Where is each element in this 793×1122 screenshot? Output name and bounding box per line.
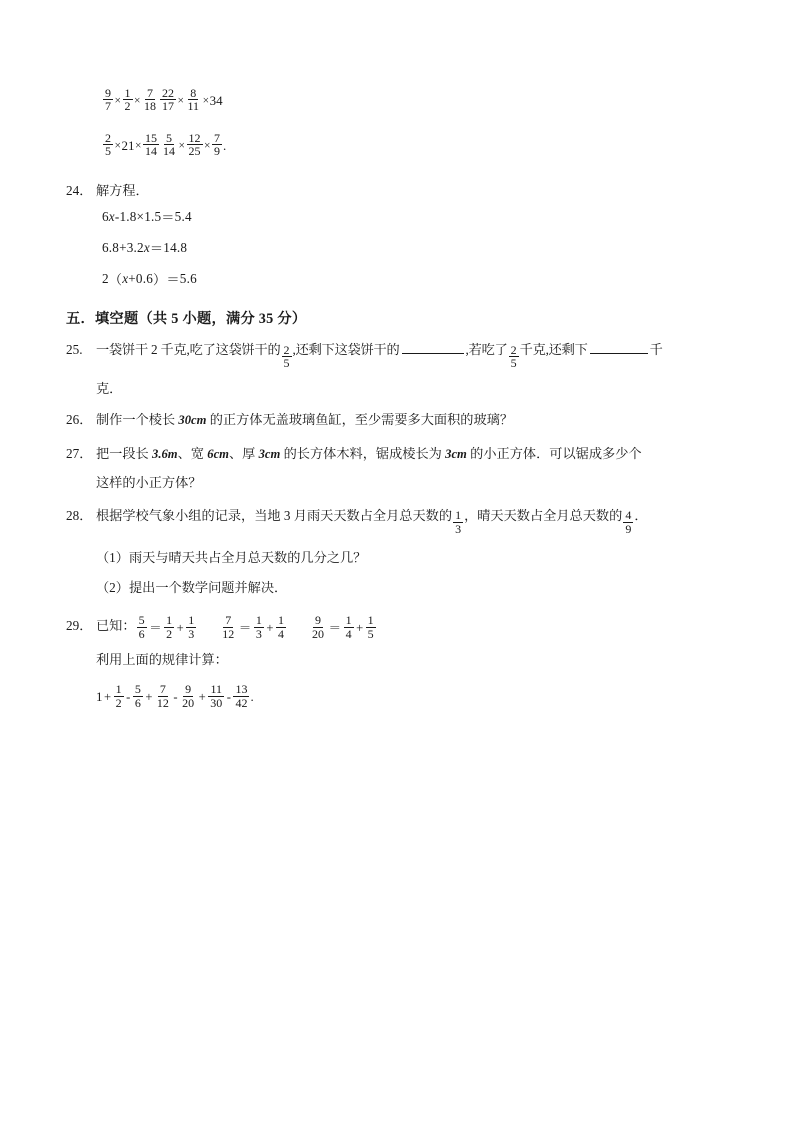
plus-sign: + [266,620,274,635]
equals-sign: ＝ [149,620,162,635]
equation-char: 6 [146,270,153,286]
fraction-denominator: 20 [182,695,195,710]
fraction-numerator: 7 [225,613,232,628]
math-operator: × [204,139,211,152]
fraction-denominator: 6 [138,626,145,641]
problem-28-segment-1: 根据学校气象小组的记录，当地 3 月雨天天数占全月总天数的 [96,508,453,524]
fraction-denominator: 4 [345,626,352,641]
equals-sign: ＝ [238,620,252,635]
equation-char: ＝ [149,241,164,257]
problem-26-number: 26． [66,412,93,428]
problem-27 [66,444,726,465]
fraction-denominator: 14 [163,144,175,159]
problem-27-segment-4: 的长方体木料，锯成棱长为 [280,445,446,461]
fraction-numerator: 1 [367,613,374,628]
fraction-denominator: 5 [367,626,374,641]
math-number: 34 [209,92,223,108]
fraction-numerator: 7 [214,130,220,145]
math-operator: - [226,689,231,704]
fraction [161,132,177,158]
fraction [133,683,143,709]
fraction-denominator: 42 [235,695,248,710]
math-number: 21 [121,137,135,153]
fraction-denominator: 2 [166,626,173,641]
fraction [212,132,222,158]
equation-char: . [176,239,181,255]
math-operator: × [114,139,121,152]
variable-x: x [122,270,129,286]
problem-27-value-4: 3cm [445,446,467,461]
fraction-numerator: 1 [115,682,122,697]
fraction-denominator: 4 [277,626,284,641]
problem-25-fraction-1 [282,344,292,370]
fraction-numerator: 1 [277,613,284,628]
equation-char: 6 [190,270,197,286]
fraction-numerator: 1 [455,508,462,523]
plus-sign: + [176,620,184,635]
fraction-denominator: 30 [210,695,223,710]
fraction [103,87,113,113]
identity-1 [136,615,198,641]
fraction-numerator: 4 [625,508,632,523]
fraction [310,614,326,640]
problem-25-segment-4: 千克,还剩下 [519,342,588,358]
problem-27-number: 27． [66,445,93,461]
fraction-numerator: 5 [166,130,172,145]
problem-27-segment-1: 把一段长 [96,445,153,461]
problem-28-number: 28． [66,508,93,524]
equation-char: 3 [126,239,134,255]
fraction [103,132,113,158]
fraction [137,614,147,640]
math-operator: - [173,689,178,704]
variable-x: x [143,239,150,255]
fraction-numerator: 9 [185,682,192,697]
problem-25-number: 25. [66,342,83,358]
problem-28-fraction-1 [453,509,463,535]
fraction [186,87,202,113]
fraction-numerator: 9 [314,613,321,628]
equation-char: 5 [154,208,162,224]
fraction-numerator: 2 [283,342,290,357]
fraction-numerator: 5 [138,613,145,628]
problem-26-body [96,410,726,431]
problem-25-segment-1: 一袋饼干 2 千克,吃了这袋饼干的 [96,342,281,358]
problem-27-value-2: 6cm [207,446,229,461]
math-number: . [223,137,227,153]
equation-char: 1 [163,239,171,255]
problem-29-expression [96,684,726,710]
fraction-denominator: 3 [188,626,195,641]
math-operator: + [145,689,153,704]
problem-27-line-2: 这样的小正方体？ [96,475,202,491]
equation-char: 5 [179,270,187,286]
problem-28-segment-3: ． [634,508,648,524]
equation-char: 8 [112,239,120,255]
fraction [114,683,124,709]
problem-28-sub-1: （1）雨天与晴天共占全月总天数的几分之几？ [96,550,367,566]
equation-char: ＝ [166,272,180,288]
fraction [220,614,236,640]
fraction-numerator: 1 [124,85,131,100]
equation-char: . [186,270,191,286]
problem-26-segment-2: 的正方体无盖玻璃鱼缸，至少需要多大面积的玻璃？ [206,412,514,428]
problem-25-body [96,338,726,370]
fraction-denominator: 3 [455,521,462,536]
fraction-denominator: 2 [115,695,122,710]
problem-25-fraction-2 [509,344,519,370]
section-five-heading: 五．填空题（共 5 小题，满分 35 分） [66,311,307,328]
expression-23-1 [102,85,223,114]
problem-23-line-2 [102,123,726,168]
problem-28-body [96,504,726,536]
problem-25-segment-3: ,若吃了 [465,342,508,358]
problem-24-prompt: 解方程． [96,183,149,198]
problem-28-sub-2: （2）提出一个数学问题并解决． [96,580,288,596]
equation-char: . [150,208,155,224]
fraction-denominator: 7 [105,99,111,114]
equation-char: 8 [180,239,188,255]
problem-29-instruction: 利用上面的规律计算： [96,652,228,668]
fraction-denominator: 5 [283,355,290,370]
fraction-numerator: 7 [147,85,153,100]
math-operator: × [178,139,185,152]
math-operator: × [135,139,142,152]
equation-char: 5 [174,208,182,224]
fraction-denominator: 2 [124,99,131,114]
fraction [143,132,159,158]
fraction [186,614,196,640]
problem-29-label: 已知： [96,618,136,634]
fraction-numerator: 1 [255,613,262,628]
math-number: 1 [96,689,103,705]
problem-29-number: 29． [66,618,93,634]
page-content [66,78,726,710]
problem-26-value: 30cm [178,413,207,428]
fraction-numerator: 7 [159,682,166,697]
fraction-denominator: 11 [187,99,200,114]
equation-char: + [119,239,127,255]
variable-x: x [108,208,115,224]
problem-28-fraction-2 [623,509,633,535]
fraction [180,683,196,709]
fraction-numerator: 11 [210,682,223,697]
math-operator: - [126,689,131,704]
fraction-denominator: 20 [311,626,324,641]
fraction [187,132,203,158]
fraction-numerator: 15 [145,130,157,145]
equation-char: . [108,239,113,255]
problem-29-expression-wrap [66,684,726,710]
math-operator: × [134,94,141,107]
identity-3 [309,615,377,641]
fraction-denominator: 12 [156,695,169,710]
fraction-denominator: 6 [134,695,141,710]
fraction [366,614,376,640]
problem-29-identities [136,611,377,641]
fraction-numerator: 1 [188,613,195,628]
fraction [344,614,354,640]
equation-char: 2 [102,270,109,286]
equation-char: 8 [129,208,137,224]
problem-23-continued [66,78,726,168]
fraction [233,683,249,709]
fraction-denominator: 18 [144,99,156,114]
fraction [155,683,171,709]
equation-char: 6 [102,239,109,255]
problem-24-equation-1 [66,201,726,232]
fraction [208,683,224,709]
equation-char: 4 [184,208,192,224]
equation-char: . [142,270,147,286]
problem-24-equation-2 [66,232,726,263]
fraction-denominator: 25 [188,144,201,159]
equation-char: + [128,270,136,286]
equation-char: - [114,208,120,224]
math-operator: + [198,689,206,704]
equation-char: ） [152,272,167,288]
equals-sign: ＝ [328,620,342,635]
fraction [164,614,174,640]
equation-char: 4 [170,239,177,255]
equation-char: 2 [137,239,144,255]
problem-25-line-2: 克． [96,381,123,397]
problem-25-segment-2: ,还剩下这袋饼干的 [292,342,400,358]
problem-27-segment-5: 的小正方体．可以锯成多少个 [466,445,642,461]
equation-char: ＝ [161,210,175,226]
fraction-numerator: 12 [188,130,201,145]
fraction-numerator: 9 [105,85,111,100]
math-operator: + [104,689,112,704]
identity-2 [219,615,287,641]
fraction-numerator: 1 [166,613,173,628]
math-operator: × [114,94,121,107]
problem-29 [66,611,726,641]
fraction [142,87,158,113]
equation-char: . [133,239,138,255]
equation-char: × [136,208,145,224]
equation-char: . [181,208,185,224]
problem-28 [66,504,726,536]
fraction-numerator: 2 [510,342,517,357]
fraction-numerator: 2 [105,130,111,145]
fraction-denominator: 3 [255,626,262,641]
problem-27-body [96,444,726,465]
fraction-denominator: 12 [222,626,235,641]
problem-27-segment-2: 、宽 [177,445,208,461]
equation-char: 6 [102,208,109,224]
fraction-numerator: 1 [345,613,352,628]
fraction-numerator: 13 [235,682,248,697]
fraction [276,614,286,640]
fraction-numerator: 5 [134,682,141,697]
fraction-denominator: 14 [145,144,157,159]
problem-25-blank-2[interactable] [590,341,648,354]
problem-25 [66,338,726,370]
fraction-numerator: 22 [162,85,174,100]
equation-char: 1 [119,208,127,224]
plus-sign: + [356,620,364,635]
equation-char: （ [108,272,123,288]
problem-26 [66,410,726,431]
problem-27-value-3: 3cm [258,446,281,461]
math-operator: × [202,94,210,107]
expression-23-2 [102,130,227,159]
equation-char: 0 [135,270,143,286]
problem-24-equation-3 [66,263,726,294]
fraction [254,614,264,640]
problem-27-segment-3: 、厚 [228,445,259,461]
problem-27-value-1: 3.6m [152,446,178,461]
problem-29-known-row [96,611,726,641]
fraction-denominator: 17 [162,99,174,114]
math-operator: × [177,94,184,107]
fraction [160,87,176,113]
problem-25-blank-1[interactable] [402,341,464,354]
fraction-denominator: 9 [214,144,220,159]
fraction-denominator: 5 [510,355,517,370]
fraction [123,87,133,113]
problem-24 [66,181,726,201]
fraction-denominator: 9 [625,521,632,536]
problem-25-segment-5: 千 [649,342,663,358]
equation-char: 1 [144,208,151,224]
fraction-denominator: 5 [105,144,111,159]
problem-24-number: 24． [66,183,93,198]
fraction-numerator: 8 [190,85,197,100]
problem-23-line-1 [102,78,726,123]
problem-26-segment-1: 制作一个棱长 [96,412,179,428]
math-number: . [250,689,254,705]
equation-char: . [126,208,130,224]
problem-28-segment-2: ，晴天天数占全月总天数的 [464,508,623,524]
